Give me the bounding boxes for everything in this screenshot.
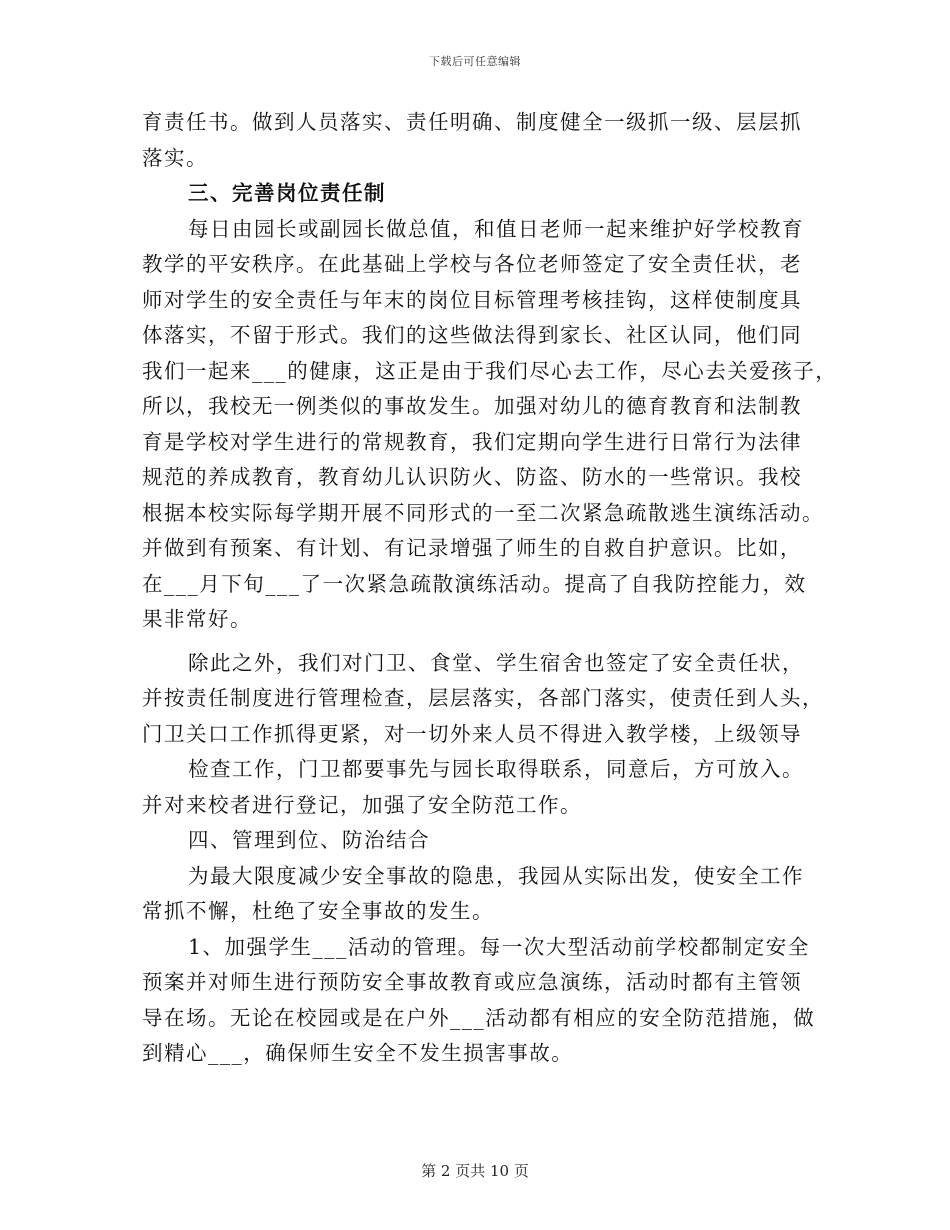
document-body [142, 105, 838, 1072]
text-line: 体落实，不留于形式。我们的这些做法得到家长、社区认同，他们同 [142, 323, 802, 347]
text-line: 根据本校实际每学期开展不同形式的一至二次紧急疏散逃生演练活动。 [142, 500, 824, 525]
text-line: 检查工作，门卫都要事先与园长取得联系，同意后，方可放入。 [188, 757, 804, 781]
text-line: 师对学生的安全责任与年末的岗位目标管理考核挂钩，这样使制度具 [142, 287, 802, 312]
text-line: 所以，我校无一例类似的事故发生。加强对幼儿的德育教育和法制教 [142, 394, 802, 418]
text-line: 导在场。无论在校园或是在户外___活动都有相应的安全防范措施，做 [142, 1005, 816, 1030]
page-footer: 第 2 页共 10 页 [421, 1162, 529, 1180]
text-line: 门卫关口工作抓得更紧，对一切外来人员不得进入教学楼，上级领导 [142, 721, 802, 746]
text-line: 育是学校对学生进行的常规教育，我们定期向学生进行日常行为法律 [142, 429, 802, 454]
text-line: 预案并对师生进行预防安全事故教育或应急演练，活动时都有主管领 [142, 970, 802, 994]
text-line: 落实。 [142, 145, 208, 170]
section-heading: 三、完善岗位责任制 [188, 181, 386, 205]
text-line: 1、加强学生___活动的管理。每一次大型活动前学校都制定安全 [188, 934, 810, 959]
page-header: 下载后可任意编辑 [429, 55, 521, 68]
paragraph-gap [142, 638, 812, 646]
text-line: 果非常好。 [142, 607, 252, 631]
text-line: 为最大限度减少安全事故的隐患，我园从实际出发，使安全工作 [188, 863, 804, 888]
text-line: 并按责任制度进行管理检查，层层落实，各部门落实，使责任到人头， [142, 686, 824, 710]
text-line: 教学的平安秩序。在此基础上学校与各位老师签定了安全责任状，老 [142, 252, 802, 276]
text-line: 育责任书。做到人员落实、责任明确、制度健全一级抓一级、层层抓 [142, 110, 802, 134]
text-line: 并做到有预案、有计划、有记录增强了师生的自救自护意识。比如， [142, 536, 802, 560]
text-line: 规范的养成教育，教育幼儿认识防火、防盗、防水的一些常识。我校 [142, 465, 802, 489]
text-line: 常抓不懈，杜绝了安全事故的发生。 [142, 899, 494, 923]
text-line: 到精心___，确保师生安全不发生损害事故。 [142, 1041, 574, 1065]
text-line: 四、管理到位、防治结合 [188, 828, 430, 852]
text-line: 我们一起来___的健康，这正是由于我们尽心去工作，尽心去关爱孩子， [142, 358, 838, 383]
text-line: 并对来校者进行登记，加强了安全防范工作。 [142, 792, 582, 817]
text-line: 每日由园长或副园长做总值，和值日老师一起来维护好学校教育 [188, 216, 804, 241]
text-line: 除此之外，我们对门卫、食堂、学生宿舍也签定了安全责任状， [188, 650, 804, 675]
text-line: 在___月下旬___了一次紧急疏散演练活动。提高了自我防控能力，效 [142, 571, 807, 596]
